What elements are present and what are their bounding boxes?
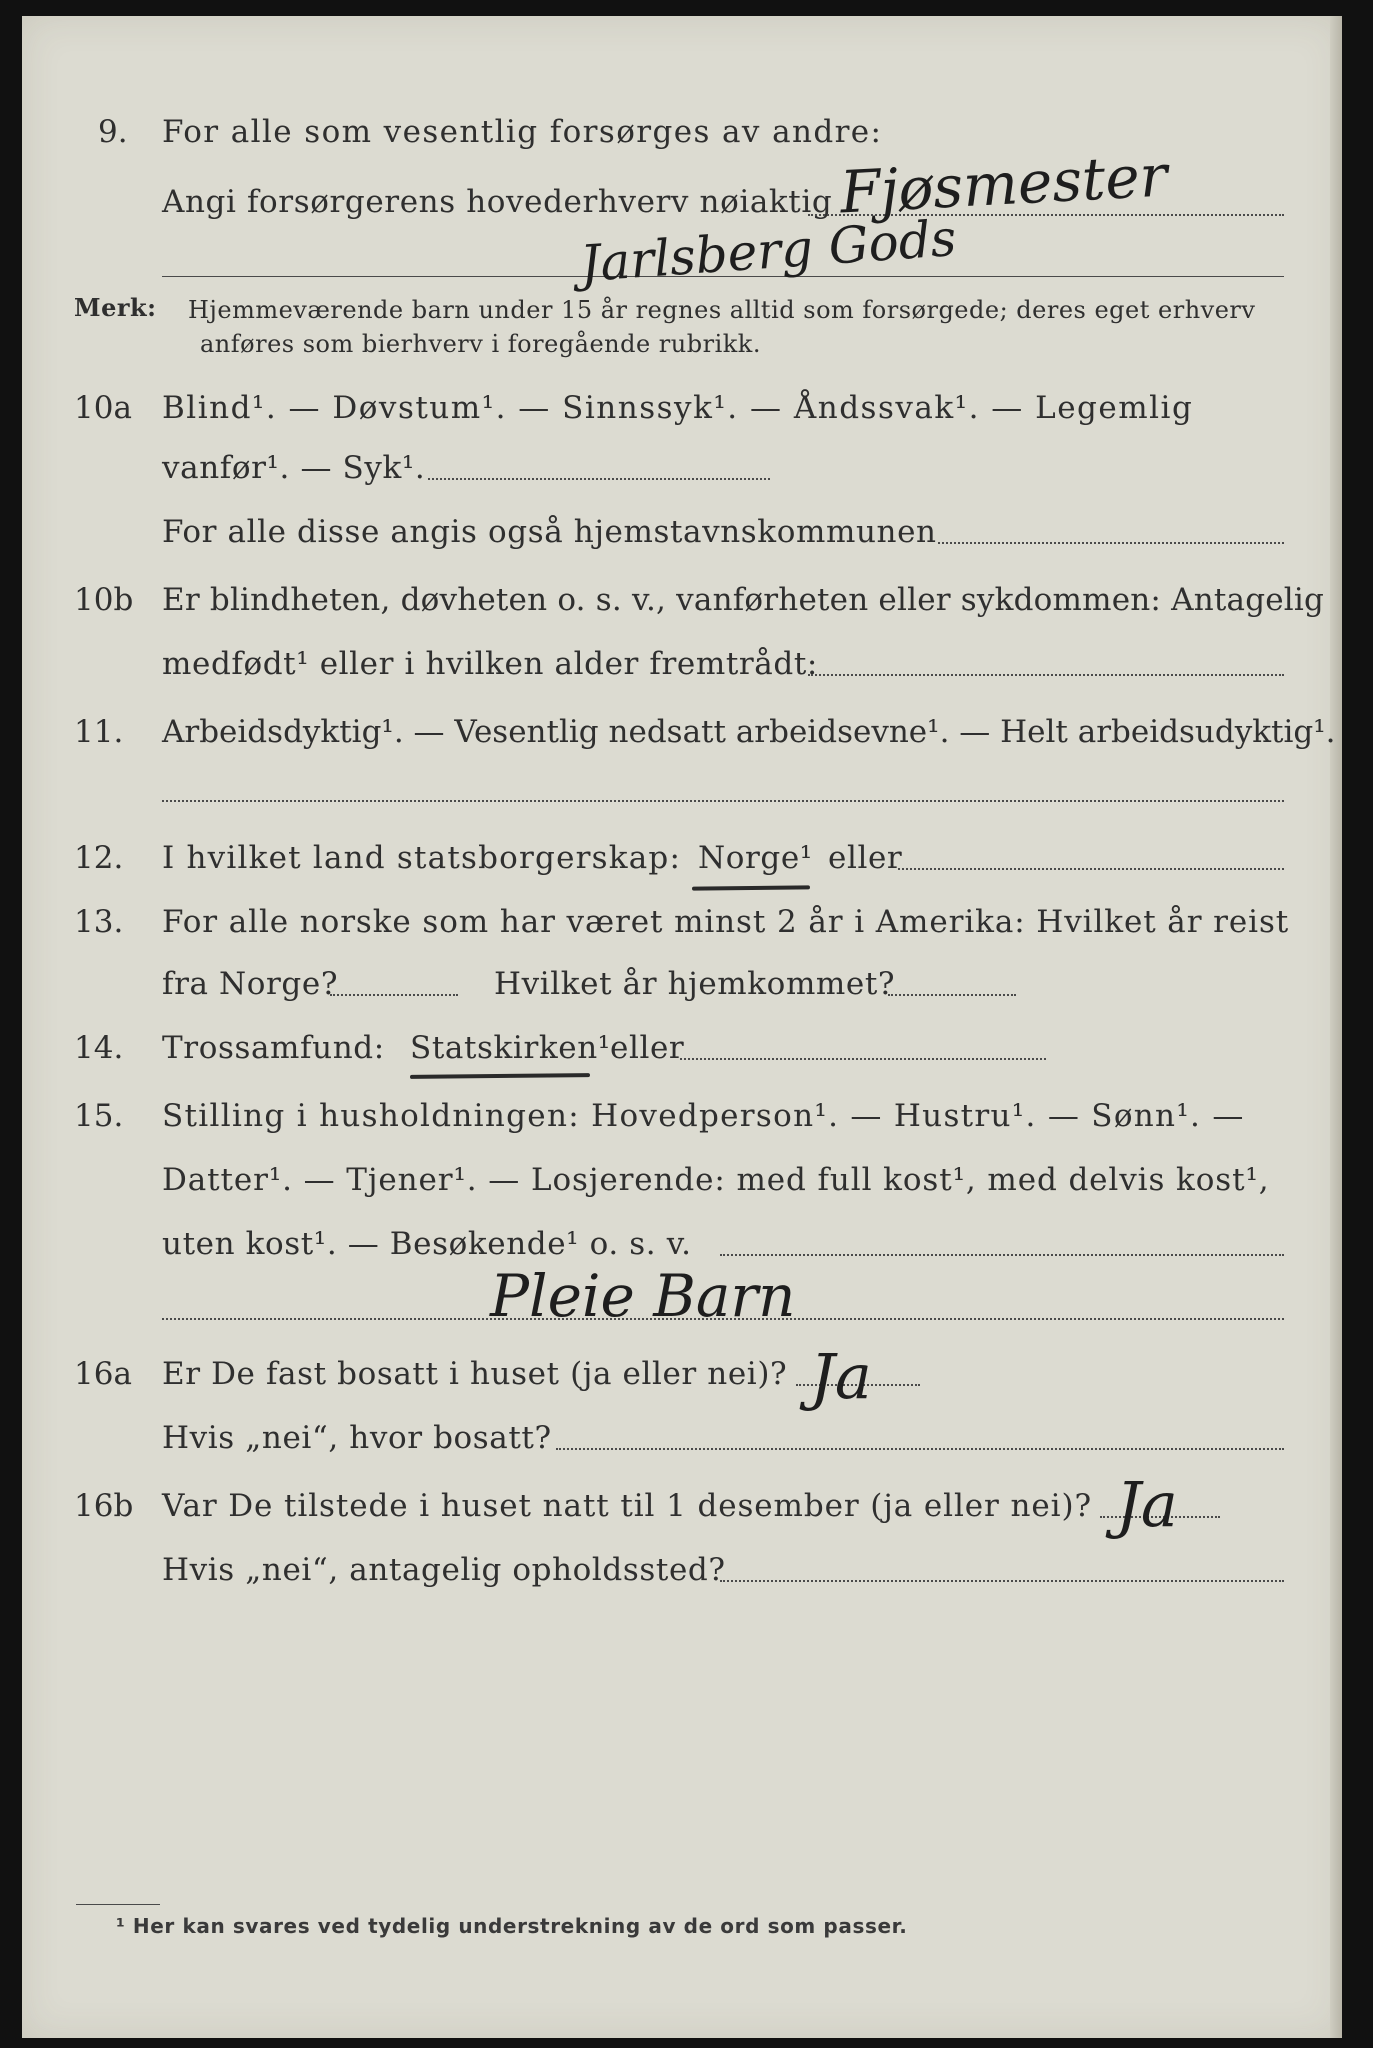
q10a-line2: vanfør¹. — Syk¹. xyxy=(162,450,426,486)
q16b-whereabouts-line[interactable] xyxy=(720,1580,1284,1582)
merk-line1: Hjemmeværende barn under 15 år regnes alltid som forsørgede; deres eget erhverv xyxy=(188,296,1256,324)
q10b-answer-line[interactable] xyxy=(808,674,1284,676)
q14-choice-statskirken[interactable]: Statskirken¹ xyxy=(410,1030,611,1066)
q13-line1: For alle norske som har været minst 2 år i Amerika: Hvilket år reist xyxy=(162,904,1290,940)
q10a-number: 10a xyxy=(74,390,132,426)
page-edge xyxy=(1330,16,1342,2038)
q11-answer-line[interactable] xyxy=(162,800,1284,802)
q13-number: 13. xyxy=(74,904,124,940)
q10b-number: 10b xyxy=(74,582,134,618)
q13-departure-year-line[interactable] xyxy=(330,994,458,996)
merk-label: Merk: xyxy=(74,293,157,322)
q9-line2: Angi forsørgerens hovederhverv nøiaktig xyxy=(162,184,833,220)
q16a-residence-line[interactable] xyxy=(556,1448,1284,1450)
q12-choice-norge[interactable]: Norge¹ xyxy=(698,840,813,876)
q10b-line2: medfødt¹ eller i hvilken alder fremtrådt: xyxy=(162,646,818,682)
q16b-line1: Var De tilstede i huset natt til 1 desember (ja eller nei)? xyxy=(162,1488,1092,1524)
q16a-line2: Hvis „nei“, hvor bosatt? xyxy=(162,1420,552,1456)
q12-number: 12. xyxy=(74,840,124,876)
q16a-handwritten-answer: Ja xyxy=(810,1340,872,1413)
q15-handwritten-answer: Pleie Barn xyxy=(490,1262,796,1330)
merk-line2: anføres som bierhverv i foregående rubrikk. xyxy=(200,330,761,358)
q13-line2b: Hvilket år hjemkommet? xyxy=(494,966,896,1002)
q15-line2: Datter¹. — Tjener¹. — Losjerende: med full kost¹, med delvis kost¹, xyxy=(162,1162,1270,1198)
q12-answer-line[interactable] xyxy=(898,868,1284,870)
q9-number: 9. xyxy=(98,114,128,150)
q15-answer-line-1[interactable] xyxy=(720,1254,1284,1256)
q13-line2a: fra Norge? xyxy=(162,966,339,1002)
q16b-handwritten-answer: Ja xyxy=(1116,1468,1178,1541)
q10b-line1: Er blindheten, døvheten o. s. v., vanførheten eller sykdommen: Antagelig xyxy=(162,582,1325,618)
q15-number: 15. xyxy=(74,1098,124,1134)
q9-handwritten-employer: Jarlsberg Gods xyxy=(578,208,959,294)
footnote-rule xyxy=(76,1904,160,1905)
q14-suffix: eller xyxy=(610,1030,685,1066)
q14-answer-line[interactable] xyxy=(680,1058,1046,1060)
q16b-line2: Hvis „nei“, antagelig opholdssted? xyxy=(162,1552,726,1588)
q10a-sick-answer-line[interactable] xyxy=(428,478,770,480)
q10a-line1: Blind¹. — Døvstum¹. — Sinnssyk¹. — Åndssvak¹. — Legemlig xyxy=(162,390,1194,426)
q11-line1: Arbeidsdyktig¹. — Vesentlig nedsatt arbeidsevne¹. — Helt arbeidsudyktig¹. xyxy=(162,714,1336,750)
q14-prefix: Trossamfund: xyxy=(162,1030,385,1066)
q15-answer-line-2[interactable] xyxy=(162,1318,1284,1320)
q9-line1: For alle som vesentlig forsørges av andre: xyxy=(162,114,883,150)
q10a-municipality-line[interactable] xyxy=(938,542,1284,544)
q16b-number: 16b xyxy=(74,1488,134,1524)
q16a-line1: Er De fast bosatt i huset (ja eller nei)? xyxy=(162,1356,788,1392)
q9-handwritten-occupation: Fjøsmester xyxy=(838,141,1169,227)
q11-number: 11. xyxy=(74,714,124,750)
q12-prefix: I hvilket land statsborgerskap: xyxy=(162,840,682,876)
q12-suffix: eller xyxy=(828,840,903,876)
q13-return-year-line[interactable] xyxy=(888,994,1016,996)
q16a-number: 16a xyxy=(74,1356,132,1392)
q14-number: 14. xyxy=(74,1030,124,1066)
q10a-line3: For alle disse angis også hjemstavnskommunen xyxy=(162,514,937,550)
q15-line3: uten kost¹. — Besøkende¹ o. s. v. xyxy=(162,1226,692,1262)
footnote-text: ¹ Her kan svares ved tydelig understrekning av de ord som passer. xyxy=(116,1914,908,1938)
q15-line1: Stilling i husholdningen: Hovedperson¹. — Hustru¹. — Sønn¹. — xyxy=(162,1098,1245,1134)
